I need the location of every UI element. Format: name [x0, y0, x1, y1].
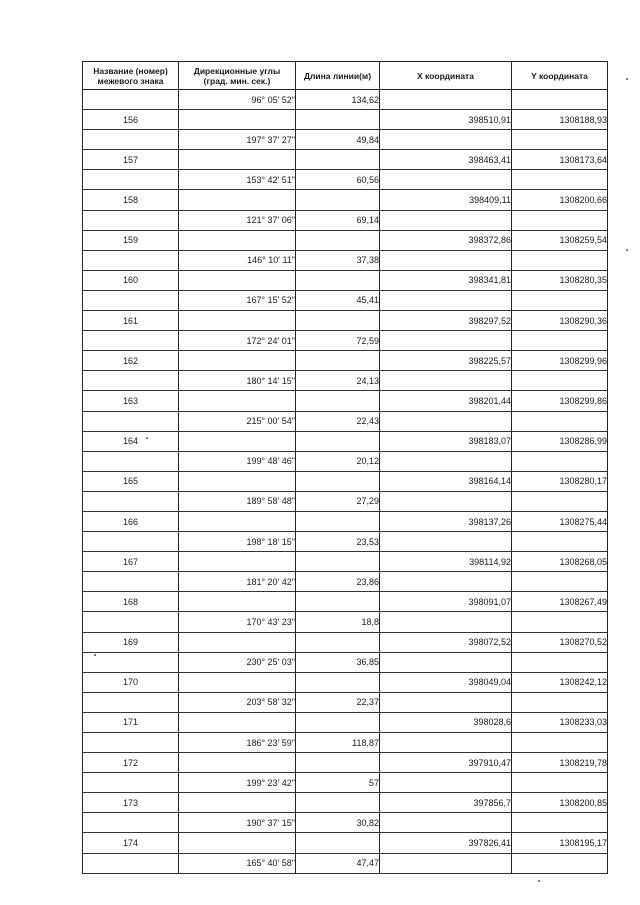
table-row — [83, 110, 608, 130]
cell-line-length — [296, 511, 380, 531]
scan-speck — [626, 249, 628, 251]
cell-x-coordinate — [380, 652, 512, 672]
header-marker-name: Название (номер) межевого знака — [83, 62, 179, 90]
cell-marker-name: 163 — [83, 391, 179, 411]
cell-x-coordinate — [380, 90, 512, 110]
table-row — [83, 391, 608, 411]
cell-marker-name — [83, 451, 179, 471]
table-row — [83, 672, 608, 692]
cell-y-coordinate — [512, 733, 608, 753]
cell-line-length — [296, 110, 380, 130]
cell-y-coordinate: 1308200,66 — [512, 190, 608, 210]
cell-line-length — [296, 833, 380, 853]
cell-line-length — [296, 712, 380, 732]
cell-y-coordinate: 1308188,93 — [512, 110, 608, 130]
cell-directional-angle — [179, 431, 296, 451]
cell-directional-angle — [179, 230, 296, 250]
cell-x-coordinate — [380, 210, 512, 230]
cell-directional-angle: 167° 15' 52" — [179, 290, 296, 310]
cell-directional-angle: 198° 18' 15" — [179, 532, 296, 552]
cell-directional-angle: 199° 48' 46" — [179, 451, 296, 471]
cell-y-coordinate — [512, 210, 608, 230]
cell-y-coordinate — [512, 90, 608, 110]
cell-marker-name: 173 — [83, 793, 179, 813]
cell-line-length — [296, 552, 380, 572]
cell-line-length — [296, 632, 380, 652]
cell-line-length: 23,86 — [296, 572, 380, 592]
cell-marker-name: 162 — [83, 351, 179, 371]
cell-marker-name: 167 — [83, 552, 179, 572]
cell-x-coordinate: 398341,81 — [380, 270, 512, 290]
cell-x-coordinate — [380, 371, 512, 391]
cell-y-coordinate — [512, 773, 608, 793]
cell-y-coordinate — [512, 170, 608, 190]
cell-directional-angle: 189° 58' 48" — [179, 491, 296, 511]
table-row — [83, 311, 608, 331]
table-row — [83, 853, 608, 873]
cell-marker-name — [83, 491, 179, 511]
cell-y-coordinate: 1308200,85 — [512, 793, 608, 813]
cell-x-coordinate — [380, 451, 512, 471]
cell-directional-angle: 181° 20' 42" — [179, 572, 296, 592]
cell-directional-angle: 172° 24' 01" — [179, 331, 296, 351]
cell-marker-name — [83, 733, 179, 753]
cell-marker-name — [83, 652, 179, 672]
cell-x-coordinate — [380, 692, 512, 712]
cell-marker-name — [83, 371, 179, 391]
table-row — [83, 250, 608, 270]
cell-x-coordinate — [380, 612, 512, 632]
table-row — [83, 471, 608, 491]
cell-marker-name — [83, 612, 179, 632]
cell-x-coordinate: 398183,07 — [380, 431, 512, 451]
cell-line-length: 72,59 — [296, 331, 380, 351]
cell-marker-name: 166 — [83, 511, 179, 531]
table-row — [83, 290, 608, 310]
cell-line-length: 22,43 — [296, 411, 380, 431]
table-row — [83, 230, 608, 250]
cell-y-coordinate — [512, 652, 608, 672]
boundary-coordinates-table — [82, 61, 608, 874]
cell-directional-angle: 153° 42' 51" — [179, 170, 296, 190]
cell-line-length: 57 — [296, 773, 380, 793]
table-row — [83, 90, 608, 110]
cell-y-coordinate: 1308268,05 — [512, 552, 608, 572]
cell-directional-angle — [179, 190, 296, 210]
table-row — [83, 773, 608, 793]
cell-line-length — [296, 150, 380, 170]
cell-directional-angle: 186° 23' 59" — [179, 733, 296, 753]
cell-line-length: 49,84 — [296, 130, 380, 150]
cell-y-coordinate — [512, 250, 608, 270]
cell-marker-name: 172 — [83, 753, 179, 773]
cell-y-coordinate — [512, 853, 608, 873]
cell-directional-angle — [179, 391, 296, 411]
cell-line-length: 27,29 — [296, 491, 380, 511]
cell-marker-name: 174 — [83, 833, 179, 853]
cell-x-coordinate: 398372,86 — [380, 230, 512, 250]
cell-x-coordinate: 398049,04 — [380, 672, 512, 692]
cell-x-coordinate: 397856,7 — [380, 793, 512, 813]
cell-directional-angle: 165° 40' 58" — [179, 853, 296, 873]
cell-directional-angle: 197° 37' 27" — [179, 130, 296, 150]
cell-line-length — [296, 391, 380, 411]
cell-x-coordinate — [380, 331, 512, 351]
table-row — [83, 652, 608, 672]
cell-marker-name: 164 — [83, 431, 179, 451]
table-row — [83, 813, 608, 833]
cell-line-length — [296, 753, 380, 773]
cell-marker-name: 159 — [83, 230, 179, 250]
cell-x-coordinate: 397826,41 — [380, 833, 512, 853]
table-header — [83, 62, 608, 90]
cell-y-coordinate — [512, 692, 608, 712]
cell-line-length: 45,41 — [296, 290, 380, 310]
cell-line-length: 118,87 — [296, 733, 380, 753]
cell-x-coordinate: 398072,52 — [380, 632, 512, 652]
cell-line-length — [296, 230, 380, 250]
cell-directional-angle: 190° 37' 15" — [179, 813, 296, 833]
cell-marker-name — [83, 170, 179, 190]
table-row — [83, 753, 608, 773]
cell-y-coordinate — [512, 411, 608, 431]
cell-directional-angle — [179, 793, 296, 813]
cell-y-coordinate: 1308290,36 — [512, 311, 608, 331]
scan-speck — [626, 78, 628, 80]
cell-marker-name: 170 — [83, 672, 179, 692]
table-row — [83, 511, 608, 531]
cell-x-coordinate: 398510,91 — [380, 110, 512, 130]
cell-directional-angle — [179, 753, 296, 773]
cell-x-coordinate — [380, 813, 512, 833]
table-row — [83, 572, 608, 592]
cell-y-coordinate: 1308270,52 — [512, 632, 608, 652]
table-row — [83, 331, 608, 351]
table-row — [83, 451, 608, 471]
cell-x-coordinate: 398463,41 — [380, 150, 512, 170]
cell-x-coordinate: 398409,11 — [380, 190, 512, 210]
cell-marker-name: 168 — [83, 592, 179, 612]
cell-x-coordinate — [380, 290, 512, 310]
table-row — [83, 411, 608, 431]
cell-x-coordinate: 397910,47 — [380, 753, 512, 773]
cell-directional-angle — [179, 511, 296, 531]
cell-marker-name — [83, 853, 179, 873]
table-row — [83, 733, 608, 753]
cell-directional-angle: 121° 37' 06" — [179, 210, 296, 230]
table-row — [83, 712, 608, 732]
table-row — [83, 592, 608, 612]
cell-marker-name — [83, 130, 179, 150]
cell-directional-angle: 96° 05' 52" — [179, 90, 296, 110]
table-row — [83, 371, 608, 391]
cell-directional-angle — [179, 552, 296, 572]
table-row — [83, 150, 608, 170]
cell-marker-name — [83, 572, 179, 592]
cell-directional-angle — [179, 270, 296, 290]
cell-y-coordinate — [512, 612, 608, 632]
cell-marker-name: 171 — [83, 712, 179, 732]
cell-y-coordinate: 1308286,99 — [512, 431, 608, 451]
table-body — [83, 90, 608, 874]
cell-marker-name: 160 — [83, 270, 179, 290]
cell-directional-angle: 203° 58' 32" — [179, 692, 296, 712]
table-row — [83, 170, 608, 190]
cell-x-coordinate — [380, 411, 512, 431]
cell-marker-name: 169 — [83, 632, 179, 652]
table-row — [83, 210, 608, 230]
header-y-coordinate: Y координата — [512, 62, 608, 90]
cell-y-coordinate: 1308275,44 — [512, 511, 608, 531]
cell-marker-name: 157 — [83, 150, 179, 170]
cell-line-length: 20,12 — [296, 451, 380, 471]
cell-line-length: 18,8 — [296, 612, 380, 632]
table-row — [83, 190, 608, 210]
cell-marker-name — [83, 411, 179, 431]
cell-y-coordinate: 1308173,64 — [512, 150, 608, 170]
cell-marker-name: 158 — [83, 190, 179, 210]
cell-y-coordinate: 1308233,03 — [512, 712, 608, 732]
cell-line-length — [296, 431, 380, 451]
cell-directional-angle — [179, 592, 296, 612]
cell-directional-angle: 146° 10' 11" — [179, 250, 296, 270]
table-row — [83, 491, 608, 511]
cell-directional-angle — [179, 833, 296, 853]
cell-directional-angle — [179, 632, 296, 652]
cell-x-coordinate: 398201,44 — [380, 391, 512, 411]
cell-marker-name — [83, 773, 179, 793]
table-row — [83, 351, 608, 371]
cell-line-length: 23,53 — [296, 532, 380, 552]
table-row — [83, 612, 608, 632]
cell-x-coordinate: 398114,92 — [380, 552, 512, 572]
cell-y-coordinate: 1308219,78 — [512, 753, 608, 773]
cell-line-length: 60,56 — [296, 170, 380, 190]
cell-line-length — [296, 793, 380, 813]
cell-marker-name — [83, 331, 179, 351]
cell-x-coordinate: 398164,14 — [380, 471, 512, 491]
cell-x-coordinate: 398028,6 — [380, 712, 512, 732]
cell-x-coordinate — [380, 130, 512, 150]
cell-line-length: 69,14 — [296, 210, 380, 230]
cell-y-coordinate — [512, 532, 608, 552]
cell-directional-angle: 170° 43' 23" — [179, 612, 296, 632]
cell-y-coordinate — [512, 813, 608, 833]
cell-x-coordinate: 398091,07 — [380, 592, 512, 612]
cell-y-coordinate — [512, 572, 608, 592]
scan-speck — [94, 654, 96, 656]
scan-speck — [538, 880, 540, 882]
cell-marker-name — [83, 532, 179, 552]
cell-marker-name — [83, 290, 179, 310]
cell-marker-name — [83, 210, 179, 230]
cell-marker-name — [83, 90, 179, 110]
cell-x-coordinate — [380, 250, 512, 270]
cell-x-coordinate — [380, 773, 512, 793]
table-row — [83, 692, 608, 712]
cell-line-length — [296, 672, 380, 692]
cell-directional-angle — [179, 351, 296, 371]
cell-directional-angle — [179, 110, 296, 130]
cell-line-length — [296, 190, 380, 210]
cell-y-coordinate: 1308267,49 — [512, 592, 608, 612]
header-x-coordinate: X координата — [380, 62, 512, 90]
table-row — [83, 532, 608, 552]
cell-x-coordinate — [380, 853, 512, 873]
cell-marker-name: 161 — [83, 311, 179, 331]
cell-x-coordinate — [380, 733, 512, 753]
table-row — [83, 793, 608, 813]
cell-x-coordinate — [380, 572, 512, 592]
cell-y-coordinate: 1308280,17 — [512, 471, 608, 491]
cell-line-length: 134,62 — [296, 90, 380, 110]
cell-line-length: 37,38 — [296, 250, 380, 270]
cell-directional-angle: 230° 25' 03" — [179, 652, 296, 672]
cell-x-coordinate: 398137,26 — [380, 511, 512, 531]
cell-line-length — [296, 351, 380, 371]
cell-y-coordinate: 1308195,17 — [512, 833, 608, 853]
cell-directional-angle — [179, 150, 296, 170]
cell-y-coordinate: 1308299,86 — [512, 391, 608, 411]
cell-directional-angle — [179, 311, 296, 331]
cell-line-length: 24,13 — [296, 371, 380, 391]
cell-marker-name — [83, 692, 179, 712]
cell-directional-angle: 199° 23' 42" — [179, 773, 296, 793]
cell-directional-angle — [179, 672, 296, 692]
cell-line-length — [296, 471, 380, 491]
cell-marker-name: 156 — [83, 110, 179, 130]
cell-y-coordinate — [512, 371, 608, 391]
cell-directional-angle: 180° 14' 15" — [179, 371, 296, 391]
cell-directional-angle — [179, 712, 296, 732]
cell-y-coordinate — [512, 290, 608, 310]
cell-line-length: 36,85 — [296, 652, 380, 672]
table-row — [83, 270, 608, 290]
table-row — [83, 130, 608, 150]
cell-y-coordinate: 1308280,35 — [512, 270, 608, 290]
cell-marker-name — [83, 250, 179, 270]
cell-line-length: 47,47 — [296, 853, 380, 873]
header-directional-angle: Дирекционные углы (град. мин. сек.) — [179, 62, 296, 90]
cell-line-length — [296, 592, 380, 612]
table-row — [83, 833, 608, 853]
table-row — [83, 552, 608, 572]
scan-speck — [146, 437, 148, 439]
cell-line-length — [296, 311, 380, 331]
table-row — [83, 632, 608, 652]
cell-y-coordinate: 1308259,54 — [512, 230, 608, 250]
cell-x-coordinate — [380, 532, 512, 552]
cell-directional-angle — [179, 471, 296, 491]
cell-line-length — [296, 270, 380, 290]
header-line-length: Длина линии(м) — [296, 62, 380, 90]
table-row — [83, 431, 608, 451]
cell-line-length: 22,37 — [296, 692, 380, 712]
cell-y-coordinate — [512, 491, 608, 511]
cell-y-coordinate — [512, 130, 608, 150]
cell-y-coordinate — [512, 331, 608, 351]
cell-y-coordinate: 1308242,12 — [512, 672, 608, 692]
cell-marker-name — [83, 813, 179, 833]
cell-line-length: 30,82 — [296, 813, 380, 833]
cell-y-coordinate — [512, 451, 608, 471]
cell-x-coordinate — [380, 170, 512, 190]
cell-x-coordinate: 398225,57 — [380, 351, 512, 371]
cell-x-coordinate — [380, 491, 512, 511]
cell-marker-name: 165 — [83, 471, 179, 491]
cell-x-coordinate: 398297,52 — [380, 311, 512, 331]
cell-directional-angle: 215° 00' 54" — [179, 411, 296, 431]
cell-y-coordinate: 1308299,96 — [512, 351, 608, 371]
